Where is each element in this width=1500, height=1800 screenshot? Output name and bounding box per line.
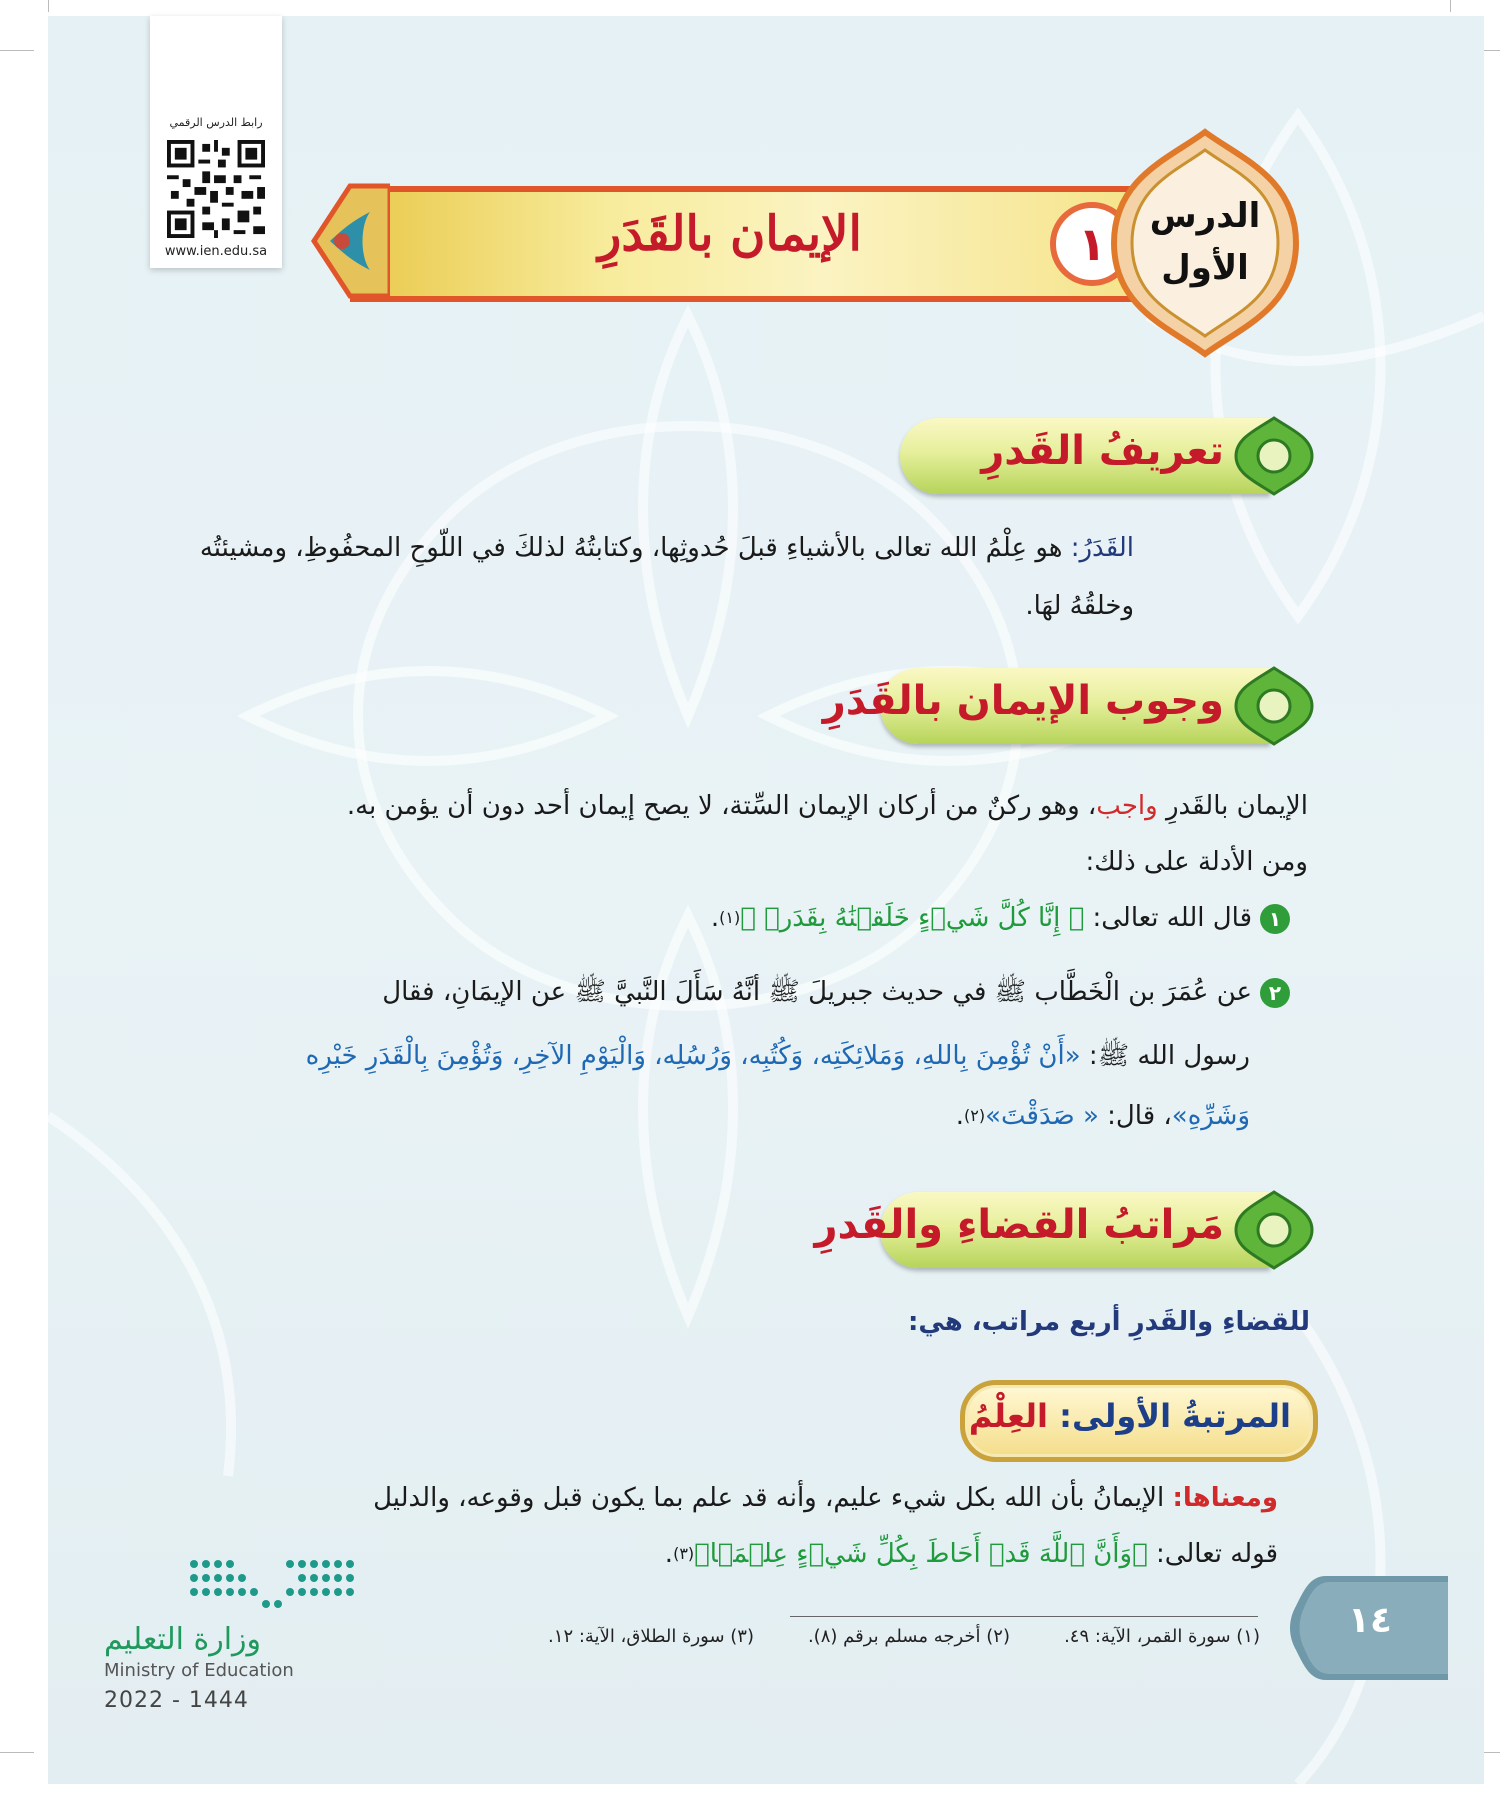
- ministry-name-ar: وزارة التعليم: [104, 1622, 262, 1657]
- lesson-badge-text: [1125, 190, 1285, 294]
- qr-card[interactable]: [150, 16, 282, 268]
- section-heading-text: وجوب الإيمان بالقَدَرِ: [822, 678, 1224, 724]
- rank-meaning-line2: [665, 1528, 1278, 1580]
- evidence-2-sadaqta: « صَدَقْتَ»: [985, 1101, 1099, 1131]
- rank-name: العِلْمُ: [968, 1397, 1049, 1435]
- lesson-word: الدرس: [1149, 196, 1261, 236]
- obligation-wajib: واجب: [1096, 791, 1158, 821]
- footnote-ref-1: (١): [719, 908, 741, 927]
- evidence-2-line3: [956, 1090, 1250, 1142]
- ministry-logo-icon: [186, 1556, 356, 1612]
- page-number: ١٤: [1348, 1600, 1392, 1641]
- definition-line1: هو عِلْمُ الله تعالى بالأشياءِ قبلَ حُدوثِها، وكتابتُهُ لذلكَ في اللّوحِ المحفُوظِ، ومشيئتُه: [199, 533, 1071, 563]
- lesson-number-badge: ١: [1050, 202, 1134, 286]
- rank-meaning-line1: [373, 1472, 1278, 1524]
- meaning-verse: ﴿وَأَنَّ ٱللَّهَ قَدۡ أَحَاطَ بِكُلِّ شَيۡءٍ عِلۡمَۢا﴾: [694, 1539, 1148, 1569]
- obligation-paragraph: [347, 780, 1308, 832]
- obligation-text-b: ، وهو ركنٌ من أركان الإيمان السِّتة، لا يصح إيمان أحد دون أن يؤمن به.: [346, 791, 1097, 821]
- lesson-title: الإيمان بالقَدَرِ: [598, 206, 862, 262]
- section-heading-ranks: [814, 1188, 1316, 1272]
- obligation-text-a: الإيمان بالقَدرِ: [1157, 791, 1308, 821]
- section-heading-text: مَراتبُ القضاءِ والقَدرِ: [814, 1202, 1224, 1248]
- meaning-text: الإيمانُ بأن الله بكل شيء عليم، وأنه قد علم بما يكون قبل وقوعه، والدليل: [373, 1483, 1173, 1513]
- evidence-2-qal: ، قال:: [1098, 1101, 1172, 1131]
- evidence-1-end: .: [710, 903, 720, 933]
- rank-box-first: [960, 1380, 1318, 1462]
- rank-title: [969, 1397, 1291, 1435]
- footnote-2: (٢) أخرجه مسلم برقم (٨).: [807, 1626, 1010, 1647]
- qr-url[interactable]: www.ien.edu.sa: [164, 244, 268, 259]
- evidence-1: [711, 892, 1290, 944]
- leaf-ornament-icon: [1232, 1188, 1316, 1272]
- evidence-2-end: .: [955, 1101, 964, 1131]
- qr-code[interactable]: [167, 140, 265, 238]
- ranks-intro: للقضاءِ والقَدرِ أربع مراتب، هي:: [908, 1307, 1310, 1337]
- evidence-1-intro: قال الله تعالى:: [1084, 903, 1252, 933]
- footnote-ref-2: (٢): [964, 1106, 986, 1125]
- evidence-1-verse: ﴿ إِنَّا كُلَّ شَيۡءٍ خَلَقۡنَٰهُ بِقَدَرٖ ﴾: [740, 903, 1085, 933]
- crop-mark: [0, 1752, 34, 1753]
- meaning-label: ومعناها:: [1172, 1483, 1278, 1513]
- leaf-ornament-icon: [1232, 414, 1316, 498]
- footnote-divider: [790, 1616, 1258, 1617]
- footnote-1: (١) سورة القمر، الآية: ٤٩.: [1064, 1626, 1260, 1647]
- crop-mark: [1450, 0, 1451, 12]
- meaning-end: .: [664, 1539, 674, 1569]
- ministry-name-en: Ministry of Education: [104, 1660, 294, 1681]
- evidence-2-intro: رسول الله ﷺ:: [1080, 1041, 1250, 1071]
- section-heading-text: تعريفُ القَدرِ: [981, 428, 1224, 474]
- evidence-2-hadith: «أَنْ تُؤْمِنَ بِاللهِ، وَمَلائِكَتِه، وَكُتُبِه، وَرُسُلِه، وَالْيَوْمِ الآخِرِ، وَتُؤْمِنَ بِالْقَدَرِ خَيْرِه: [305, 1041, 1081, 1071]
- definition-paragraph: [200, 522, 1134, 574]
- footnote-3: (٣) سورة الطلاق، الآية: ١٢.: [548, 1626, 754, 1647]
- evidence-intro: ومن الأدلة على ذلك:: [1085, 847, 1308, 877]
- definition-paragraph-line2: وخلقُهُ لهَا.: [1025, 591, 1134, 621]
- crop-mark: [0, 50, 34, 51]
- evidence-2-line1: [382, 966, 1290, 1018]
- evidence-2-line2: [306, 1030, 1250, 1082]
- evidence-1-number: ١: [1260, 904, 1290, 934]
- leaf-ornament-icon: [1232, 664, 1316, 748]
- crop-mark: [48, 0, 49, 12]
- footnote-ref-3: (٣): [673, 1544, 695, 1563]
- lesson-ordinal: الأول: [1161, 248, 1249, 288]
- evidence-2-hadith-end: وَشَرِّهِ»: [1171, 1101, 1250, 1131]
- rank-label: المرتبةُ الأولى:: [1059, 1397, 1291, 1435]
- section-heading-definition: [900, 414, 1316, 498]
- section-heading-obligation: [822, 664, 1316, 748]
- edition-year: 2022 - 1444: [104, 1688, 249, 1713]
- meaning-intro: قوله تعالى:: [1147, 1539, 1278, 1569]
- definition-term: القَدَرُ:: [1070, 533, 1134, 563]
- evidence-2-number: ٢: [1260, 978, 1290, 1008]
- evidence-2-text: عن عُمَرَ بن الْخَطَّاب ﷺ في حديث جبريلَ ﷺ أنَّهُ سَأَلَ النَّبيَّ ﷺ عن الإيمَانِ، فقال: [382, 977, 1252, 1007]
- qr-label: رابط الدرس الرقمي: [169, 116, 263, 129]
- banner-tip-ornament: [310, 182, 390, 300]
